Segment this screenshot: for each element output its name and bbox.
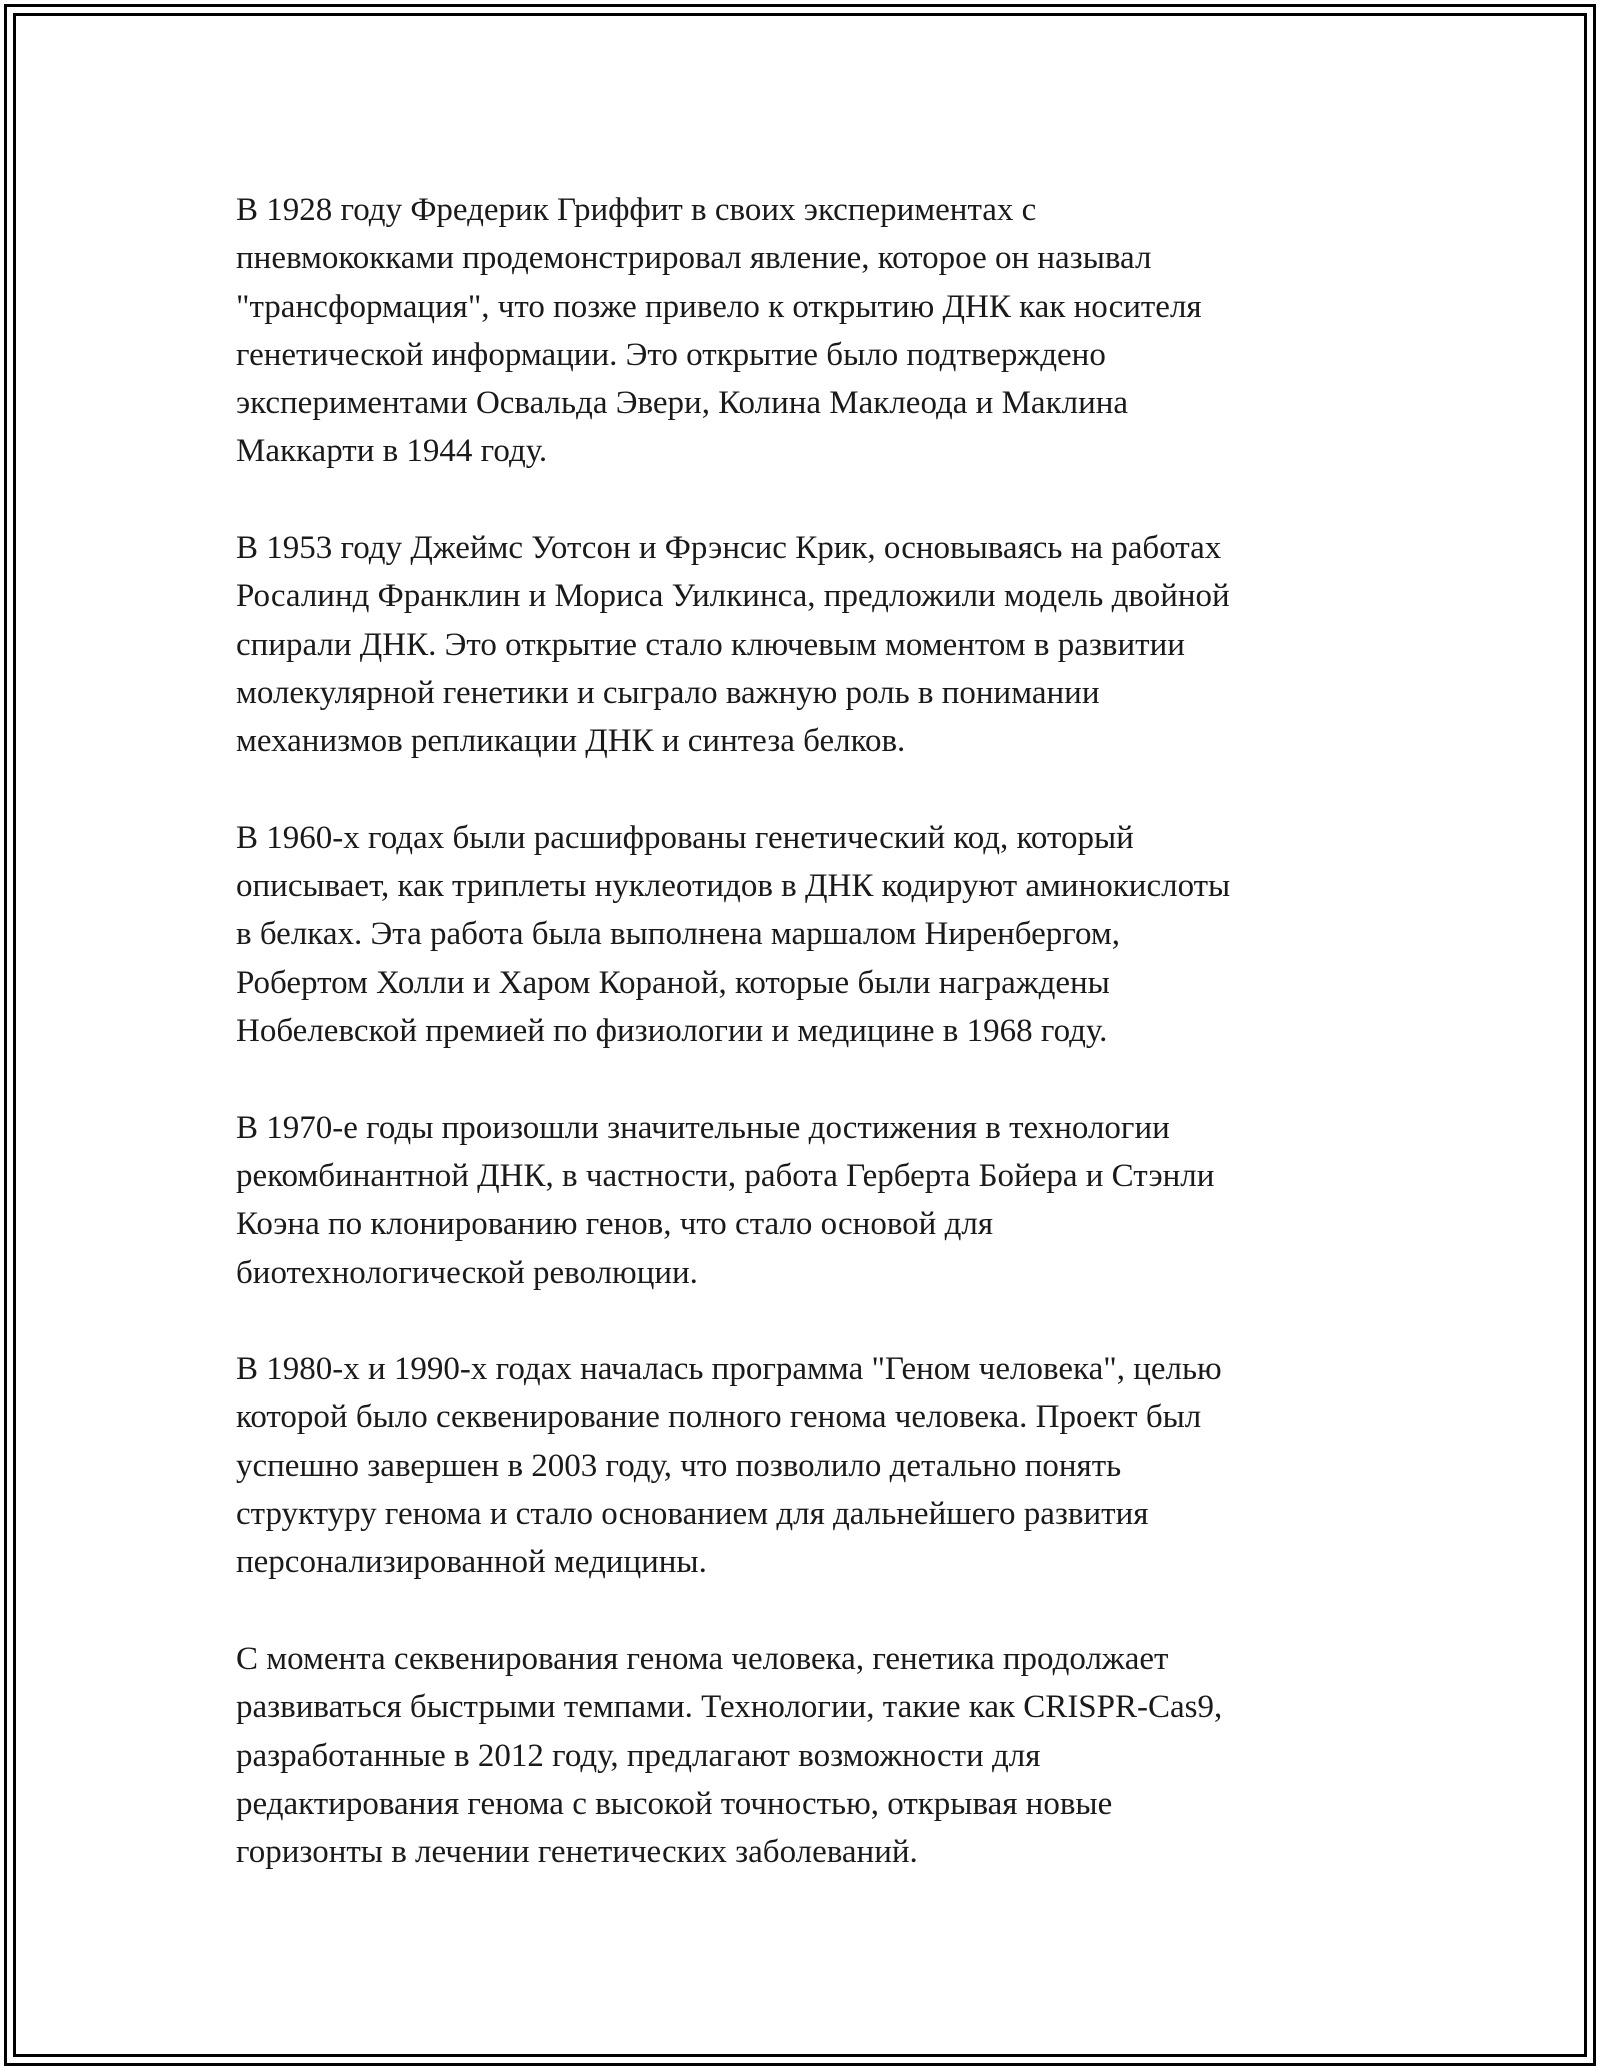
text-line: успешно завершен в 2003 году, что позволило детально понять	[236, 1447, 1122, 1484]
text-line: В 1980-х и 1990-х годах началась программа "Геном человека", целью	[236, 1351, 1222, 1388]
document-body	[236, 186, 1376, 1876]
text-line: развиваться быстрыми темпами. Технологии, такие как CRISPR-Cas9,	[236, 1689, 1223, 1726]
text-line: горизонты в лечении генетических заболеваний.	[236, 1834, 918, 1871]
text-line: пневмококками продемонстрировал явление, которое он называл	[236, 240, 1152, 277]
text-line: разработанные в 2012 году, предлагают возможности для	[236, 1737, 1041, 1774]
text-line: В 1928 году Фредерик Гриффит в своих экспериментах с	[236, 192, 1037, 228]
text-line: механизмов репликации ДНК и синтеза белков.	[236, 723, 906, 760]
text-line: Нобелевской премией по физиологии и медицине в 1968 году.	[236, 1013, 1108, 1050]
text-line: в белках. Эта работа была выполнена маршалом Ниренбергом,	[236, 916, 1120, 953]
text-line: "трансформация", что позже привело к открытию ДНК как носителя	[236, 288, 1202, 325]
text-line: В 1970-е годы произошли значительные достижения в технологии	[236, 1109, 1170, 1146]
text-line: Робертом Холли и Харом Кораной, которые были награждены	[236, 964, 1110, 1001]
text-line: генетической информации. Это открытие было подтверждено	[236, 336, 1106, 373]
text-line: биотехнологической революции.	[236, 1254, 698, 1291]
text-line: Росалинд Франклин и Мориса Уилкинса, предложили модель двойной	[236, 578, 1230, 615]
text-line: В 1960-х годах были расшифрованы генетический код, который	[236, 819, 1134, 856]
text-line: структуру генома и стало основанием для дальнейшего развития	[236, 1496, 1149, 1533]
text-line: спирали ДНК. Это открытие стало ключевым моментом в развитии	[236, 626, 1185, 663]
paragraph-griffith-1928	[236, 186, 1376, 476]
text-line: экспериментами Освальда Эвери, Колина Маклеода и Маклина	[236, 385, 1129, 422]
text-line: которой было секвенирование полного генома человека. Проект был	[236, 1399, 1202, 1436]
paragraph-genetic-code-1960s	[236, 814, 1376, 1055]
text-line: Коэна по клонированию генов, что стало основой для	[236, 1206, 994, 1243]
text-line: персонализированной медицины.	[236, 1544, 707, 1581]
paragraph-watson-crick-1953	[236, 524, 1376, 765]
paragraph-crispr	[236, 1635, 1376, 1876]
text-line: В 1953 году Джеймс Уотсон и Фрэнсис Крик, основываясь на работах	[236, 530, 1222, 567]
paragraph-human-genome-project	[236, 1345, 1376, 1586]
paragraph-recombinant-dna-1970s	[236, 1104, 1376, 1297]
text-line: рекомбинантной ДНК, в частности, работа Герберта Бойера и Стэнли	[236, 1157, 1215, 1194]
text-line: редактирования генома с высокой точностью, открывая новые	[236, 1785, 1113, 1822]
text-line: Маккарти в 1944 году.	[236, 433, 548, 470]
text-line: описывает, как триплеты нуклеотидов в ДНК кодируют аминокислоты	[236, 868, 1231, 905]
text-line: молекулярной генетики и сыграло важную роль в понимании	[236, 674, 1100, 711]
text-line: С момента секвенирования генома человека, генетика продолжает	[236, 1640, 1169, 1677]
